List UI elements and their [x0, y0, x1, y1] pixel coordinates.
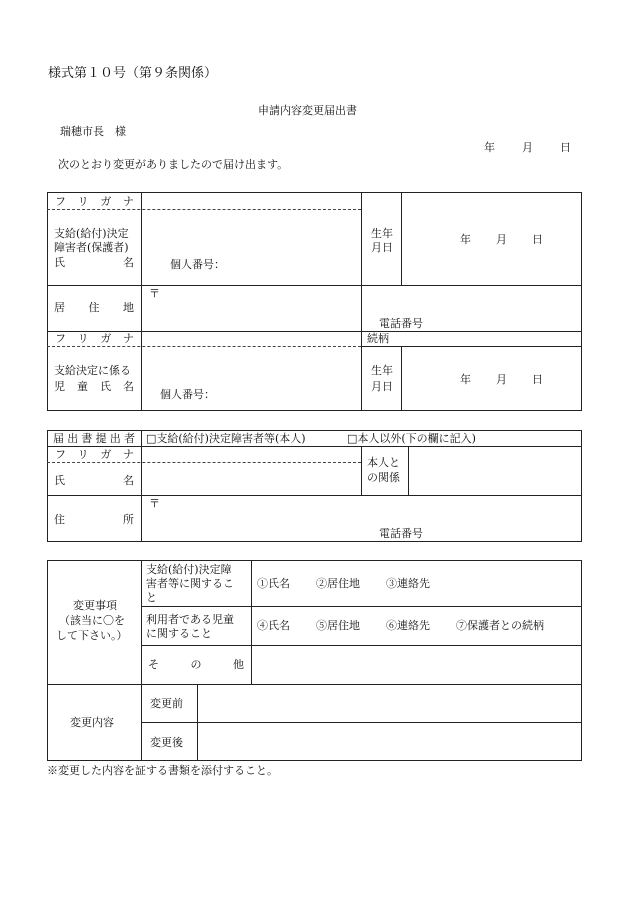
birth2-label-1: 生年: [371, 364, 393, 377]
char: ナ: [122, 195, 134, 208]
change-items-label-1: 変更事項: [73, 599, 117, 612]
my-number-label-2: 個人番号：: [160, 388, 215, 401]
child-label-1: 支給決定に係る: [54, 364, 131, 377]
char: 氏: [54, 474, 65, 487]
furigana-label: [55, 195, 134, 208]
change-items-label-2: （該当に〇を: [59, 614, 125, 627]
divider: [141, 192, 142, 411]
char: リ: [77, 195, 89, 208]
char: フ: [55, 448, 66, 461]
char: フ: [55, 332, 66, 345]
submitter-name-input[interactable]: [143, 464, 359, 494]
birth-label-1: 生年: [371, 227, 393, 240]
before-label: 変更前: [150, 697, 183, 710]
footer-note: ※変更した内容を証する書類を添付すること。: [47, 764, 278, 777]
char: 児: [54, 380, 65, 393]
option-other-checkbox[interactable]: □本人以外(下の欄に記入): [347, 432, 476, 445]
divider: [408, 446, 409, 495]
divider: [361, 346, 582, 347]
divider: [47, 285, 582, 286]
intro-text: 次のとおり変更がありましたので届け出ます。: [58, 158, 289, 171]
divider: [251, 560, 252, 684]
char: 名: [123, 256, 134, 269]
addressee: 瑞穂市長 様: [60, 125, 126, 138]
char: 出: [109, 432, 121, 445]
char: ナ: [122, 448, 134, 461]
after-input[interactable]: [199, 724, 580, 760]
submitter-furigana-label: [55, 448, 134, 461]
option-self-checkbox[interactable]: □支給(給付)決定障害者等(本人): [146, 432, 306, 445]
other-input[interactable]: [253, 647, 580, 683]
char: 他: [233, 658, 244, 671]
char: ガ: [100, 195, 112, 208]
row2-option-contact[interactable]: ⑥連絡先: [386, 619, 430, 632]
row2-option-address[interactable]: ⑤居住地: [316, 619, 360, 632]
form-number: 様式第１０号（第９条関係）: [48, 66, 218, 81]
row1-option-contact[interactable]: ③連絡先: [386, 577, 430, 590]
submitter-label: [53, 432, 135, 445]
char: 出: [67, 432, 79, 445]
row2-label-2: に関すること: [146, 627, 212, 640]
form-title: 申請内容変更届出書: [258, 104, 357, 117]
submitter-relation-input[interactable]: [410, 448, 580, 494]
child-furigana-input[interactable]: [143, 332, 359, 345]
applicant-furigana-input[interactable]: [143, 194, 359, 208]
row1-label-2: 害者等に関するこ: [146, 577, 234, 590]
relation-label-1: 本人と: [367, 456, 400, 469]
relation-label-2: の関係: [367, 471, 400, 484]
month-label: 月: [496, 373, 507, 386]
birth2-label-2: 月日: [371, 380, 393, 393]
submitter-address-input[interactable]: [143, 497, 580, 541]
submitter-address-label: [54, 513, 134, 526]
char: 所: [123, 513, 134, 526]
char: 者: [123, 432, 135, 445]
relation-input[interactable]: [403, 332, 580, 345]
row1-label-3: と: [146, 591, 157, 604]
dashed-divider: [47, 209, 361, 210]
submitter-name-label: [54, 474, 134, 487]
birth-label-2: 月日: [371, 241, 393, 254]
my-number-label: 個人番号：: [170, 258, 225, 271]
char: フ: [55, 195, 66, 208]
char: 書: [81, 432, 93, 445]
applicant-name-label: [54, 256, 134, 269]
date-year-label: 年: [484, 141, 495, 154]
char: 童: [77, 380, 88, 393]
date-month-label: 月: [522, 141, 533, 154]
divider: [141, 722, 582, 723]
date-day-label: 日: [560, 141, 571, 154]
row1-option-name[interactable]: ①氏名: [257, 577, 290, 590]
divider: [401, 346, 402, 411]
applicant-label-2: 障害者(保護者): [54, 241, 129, 254]
char: リ: [77, 332, 89, 345]
char: 届: [53, 432, 64, 445]
char: リ: [77, 448, 89, 461]
after-label: 変更後: [150, 736, 183, 749]
divider: [141, 606, 582, 607]
divider: [401, 192, 402, 285]
divider: [141, 645, 582, 646]
relation-label: 続柄: [367, 332, 389, 345]
row1-option-address[interactable]: ②居住地: [316, 577, 360, 590]
char: ナ: [122, 332, 134, 345]
child-birth-date-input[interactable]: [403, 348, 580, 409]
postal-mark-2: 〒: [149, 497, 160, 510]
divider: [47, 495, 582, 496]
divider: [361, 446, 362, 495]
address-label: [54, 301, 134, 314]
submitter-furigana-input[interactable]: [143, 448, 359, 461]
char: ガ: [100, 448, 112, 461]
char: 地: [123, 301, 134, 314]
row2-label-1: 利用者である児童: [146, 613, 234, 626]
phone-label-2: 電話番号: [379, 527, 423, 540]
day-label: 日: [532, 373, 543, 386]
before-input[interactable]: [199, 686, 580, 721]
row2-option-name[interactable]: ④氏名: [257, 619, 290, 632]
other-label: [148, 658, 244, 671]
char: ガ: [100, 332, 112, 345]
char: の: [190, 658, 202, 671]
month-label: 月: [496, 233, 507, 246]
row2-option-relation[interactable]: ⑦保護者との続柄: [456, 619, 544, 632]
char: 氏: [54, 256, 65, 269]
char: 住: [88, 301, 100, 314]
applicant-name-input[interactable]: [143, 211, 359, 283]
dashed-divider: [47, 346, 361, 347]
postal-mark: 〒: [149, 287, 160, 300]
divider: [47, 446, 582, 447]
birth-date-input[interactable]: [403, 194, 580, 284]
divider: [47, 684, 582, 685]
char: そ: [148, 658, 159, 671]
child-name-label: [54, 380, 134, 393]
child-furigana-label: [55, 332, 134, 345]
phone-label: 電話番号: [379, 317, 423, 330]
year-label: 年: [460, 373, 471, 386]
day-label: 日: [532, 233, 543, 246]
change-items-label-3: して下さい。）: [56, 629, 128, 642]
dashed-divider: [47, 462, 361, 463]
char: 氏: [100, 380, 111, 393]
applicant-label-1: 支給(給付)決定: [54, 227, 129, 240]
row1-label-1: 支給(給付)決定障: [146, 563, 232, 576]
char: 住: [54, 513, 65, 526]
char: 提: [95, 432, 107, 445]
year-label: 年: [460, 233, 471, 246]
address-input[interactable]: [143, 287, 580, 329]
char: 名: [123, 474, 134, 487]
submission-date[interactable]: [484, 141, 571, 155]
char: 居: [54, 301, 65, 314]
change-content-label: 変更内容: [70, 716, 114, 729]
char: 名: [123, 380, 134, 393]
divider: [141, 560, 142, 761]
